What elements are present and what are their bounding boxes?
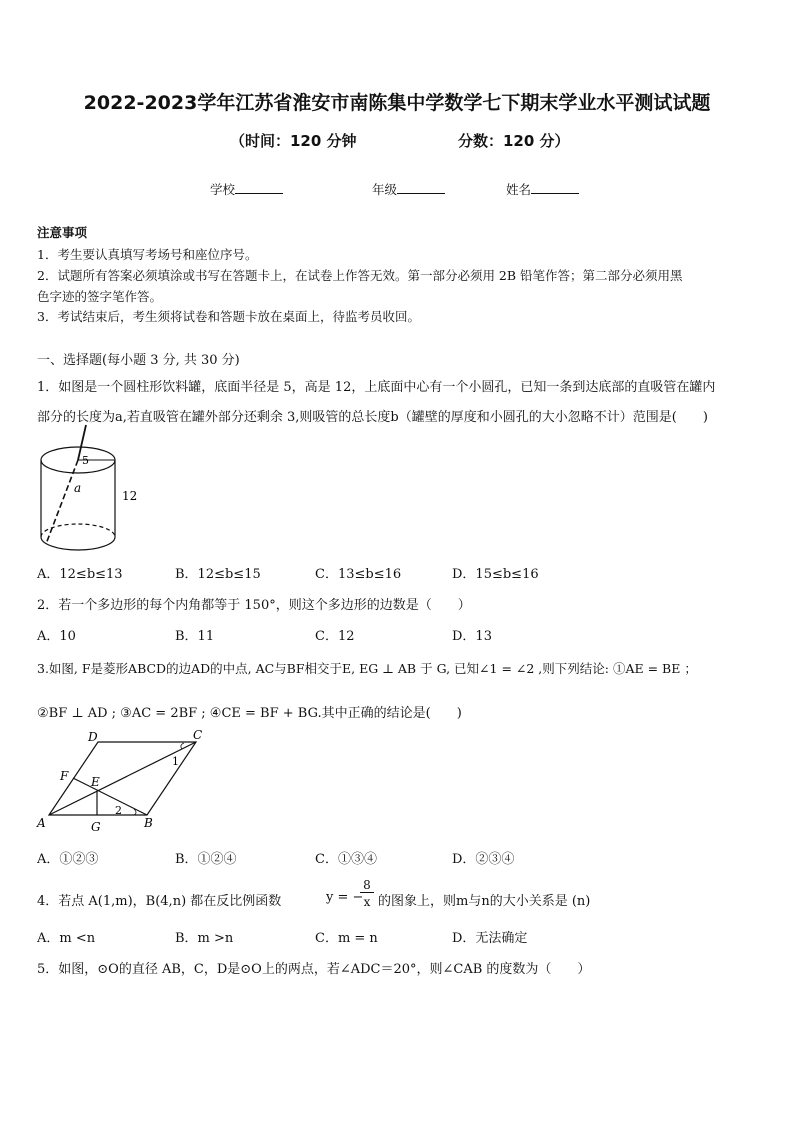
- q4-func-lhs: y = −: [326, 890, 364, 905]
- q1-option-b[interactable]: B．12≤b≤15: [175, 567, 261, 582]
- grade-field: [372, 180, 445, 198]
- q1-option-c[interactable]: C．13≤b≤16: [315, 567, 402, 582]
- name-blank[interactable]: [531, 181, 579, 194]
- q4-part1: 4．若点 A(1,m)，B(4,n) 都在反比例函数: [37, 894, 282, 909]
- q1-option-a[interactable]: A．12≤b≤13: [37, 567, 123, 582]
- q3-line1: 3.如图, F是菱形ABCD的边AD的中点, AC与BF相交于E, EG ⊥ AB 于 G, 已知∠1 = ∠2 ,则下列结论: ①AE = BE ；: [37, 661, 697, 676]
- q3-option-d[interactable]: D．②③④: [452, 852, 515, 867]
- straw-inside: [46, 460, 78, 544]
- note-3: 3．考试结束后，考生须将试卷和答题卡放在桌面上，待监考员收回。: [37, 309, 420, 324]
- label-b: B: [144, 816, 153, 830]
- note-2: 2．试题所有答案必须填涂或书写在答题卡上，在试卷上作答无效。第一部分必须用 2B 铅笔作答；第二部分必须用黑: [37, 268, 683, 283]
- q4-option-c[interactable]: C．m = n: [315, 931, 378, 946]
- q1-option-d[interactable]: D．15≤b≤16: [452, 567, 539, 582]
- q2-option-b[interactable]: B．11: [175, 629, 215, 644]
- q3-line2: ②BF ⊥ AD ; ③AC = 2BF ; ④CE = BF + BG.其中正确的结论是( ): [37, 706, 462, 721]
- q4-option-d[interactable]: D．无法确定: [452, 931, 528, 946]
- q4-part2: 的图象上，则m与n的大小关系是 (n): [378, 894, 591, 909]
- q4-func-denominator: x: [363, 895, 371, 909]
- q2-option-d[interactable]: D．13: [452, 629, 492, 644]
- angle1-label: 1: [172, 755, 179, 768]
- label-f: F: [60, 769, 69, 783]
- cylinder-figure: [30, 420, 140, 555]
- label-g: G: [91, 820, 101, 834]
- radius-label: 5: [82, 454, 89, 467]
- straw-label: a: [74, 481, 82, 495]
- name-label: 姓名: [506, 182, 532, 197]
- angle2-label: 2: [115, 804, 122, 817]
- grade-label: 年级: [372, 182, 398, 197]
- q2-option-c[interactable]: C．12: [315, 629, 355, 644]
- grade-blank[interactable]: [397, 181, 445, 194]
- q2-option-a[interactable]: A．10: [37, 629, 76, 644]
- notes-heading: 注意事项: [37, 225, 88, 240]
- name-field: [506, 180, 579, 198]
- label-d: D: [88, 730, 98, 744]
- q3-option-a[interactable]: A．①②③: [37, 852, 99, 867]
- label-a: A: [37, 816, 46, 830]
- segment-bf: [73, 778, 147, 815]
- q2-line1: 2．若一个多边形的每个内角都等于 150°，则这个多边形的边数是（ ）: [37, 598, 471, 613]
- school-field: [210, 180, 283, 198]
- label-c: C: [193, 728, 203, 742]
- note-1: 1．考生要认真填写考场号和座位序号。: [37, 247, 258, 262]
- cylinder-bottom-front: [41, 537, 115, 550]
- rhombus-figure: [30, 725, 215, 837]
- q5-line1: 5．如图，⊙O的直径 AB，C，D是⊙O上的两点，若∠ADC＝20°，则∠CAB 的度数为（ ）: [37, 962, 591, 977]
- time-label: （时间：120 分钟: [230, 132, 357, 150]
- cylinder-bottom-back: [41, 524, 115, 537]
- label-e: E: [91, 775, 100, 789]
- q3-option-b[interactable]: B．①②④: [175, 852, 237, 867]
- score-label: 分数：120 分）: [458, 132, 570, 150]
- height-label: 12: [122, 489, 138, 503]
- q3-option-c[interactable]: C．①③④: [315, 852, 377, 867]
- q4-option-b[interactable]: B．m >n: [175, 931, 234, 946]
- note-2-cont: 色字迹的签字笔作答。: [37, 289, 163, 304]
- section1-heading: 一、选择题(每小题 3 分, 共 30 分): [37, 353, 240, 368]
- q4-func-numerator: 8: [360, 878, 374, 893]
- exam-title: 2022-2023学年江苏省淮安市南陈集中学数学七下期末学业水平测试试题: [83, 92, 711, 114]
- q4-option-a[interactable]: A．m <n: [37, 931, 96, 946]
- q1-line2: 部分的长度为a,若直吸管在罐外部分还剩余 3,则吸管的总长度b（罐壁的厚度和小圆孔的大小忽略不计）范围是( ): [37, 410, 708, 425]
- school-blank[interactable]: [235, 181, 283, 194]
- school-label: 学校: [210, 182, 236, 197]
- q1-line1: 1．如图是一个圆柱形饮料罐，底面半径是 5，高是 12，上底面中心有一个小圆孔，已知一条到达底部的直吸管在罐内: [37, 380, 716, 395]
- diagonal-ac: [49, 742, 196, 815]
